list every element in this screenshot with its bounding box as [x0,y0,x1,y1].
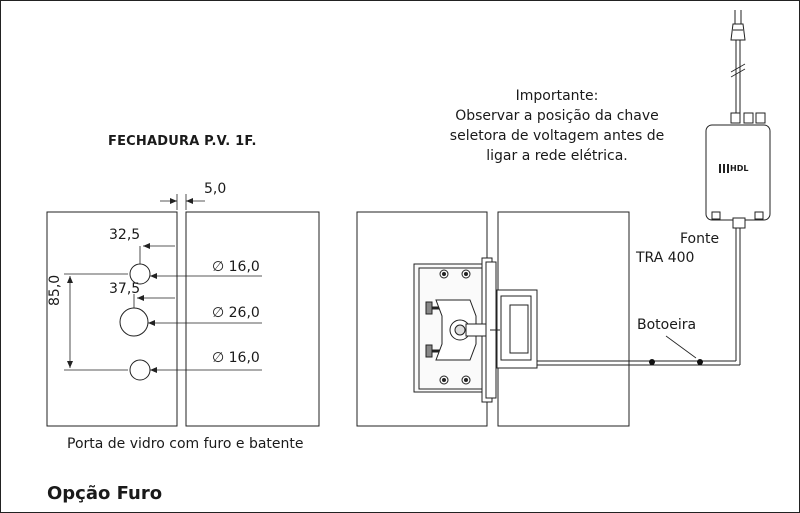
fonte-label-line1: Fonte [680,231,720,247]
hole-bottom [130,360,150,380]
note-line-4: ligar a rede elétrica. [486,148,628,164]
lock-model-title: FECHADURA P.V. 1F. [108,134,257,149]
diameter-top-label: ∅ 16,0 [212,259,260,275]
caption: Porta de vidro com furo e batente [67,436,304,452]
dimension-offset-top [140,246,175,264]
strike-plate [490,290,537,368]
terminal-point-right [697,359,703,365]
botoeira-leader [666,336,696,358]
dimension-height-label: 85,0 [47,274,63,306]
dimension-offset-top-label: 32,5 [109,227,141,243]
diameter-bottom-label: ∅ 16,0 [212,350,260,366]
power-cord [731,40,745,113]
terminal-point-left [649,359,655,365]
brand-logo [719,164,729,173]
botoeira-label: Botoeira [637,317,697,333]
option-title: Opção Furo [47,483,163,504]
electric-lock [414,258,496,402]
hole-middle [120,308,148,336]
diameter-middle-label: ∅ 26,0 [212,305,260,321]
glass-door-panel [47,212,177,426]
brand-label: HDL [730,164,749,173]
dimension-offset-mid-label: 37,5 [109,281,141,297]
note-line-2: Observar a posição da chave [455,108,659,124]
dimension-gap-label: 5,0 [204,181,227,197]
note-line-3: seletora de voltagem antes de [449,128,665,144]
plug-icon [731,10,745,40]
fonte-label-line2: TRA 400 [636,250,695,266]
note-line-1: Importante: [515,88,599,104]
important-note [438,86,676,166]
dimension-gap [160,194,205,210]
